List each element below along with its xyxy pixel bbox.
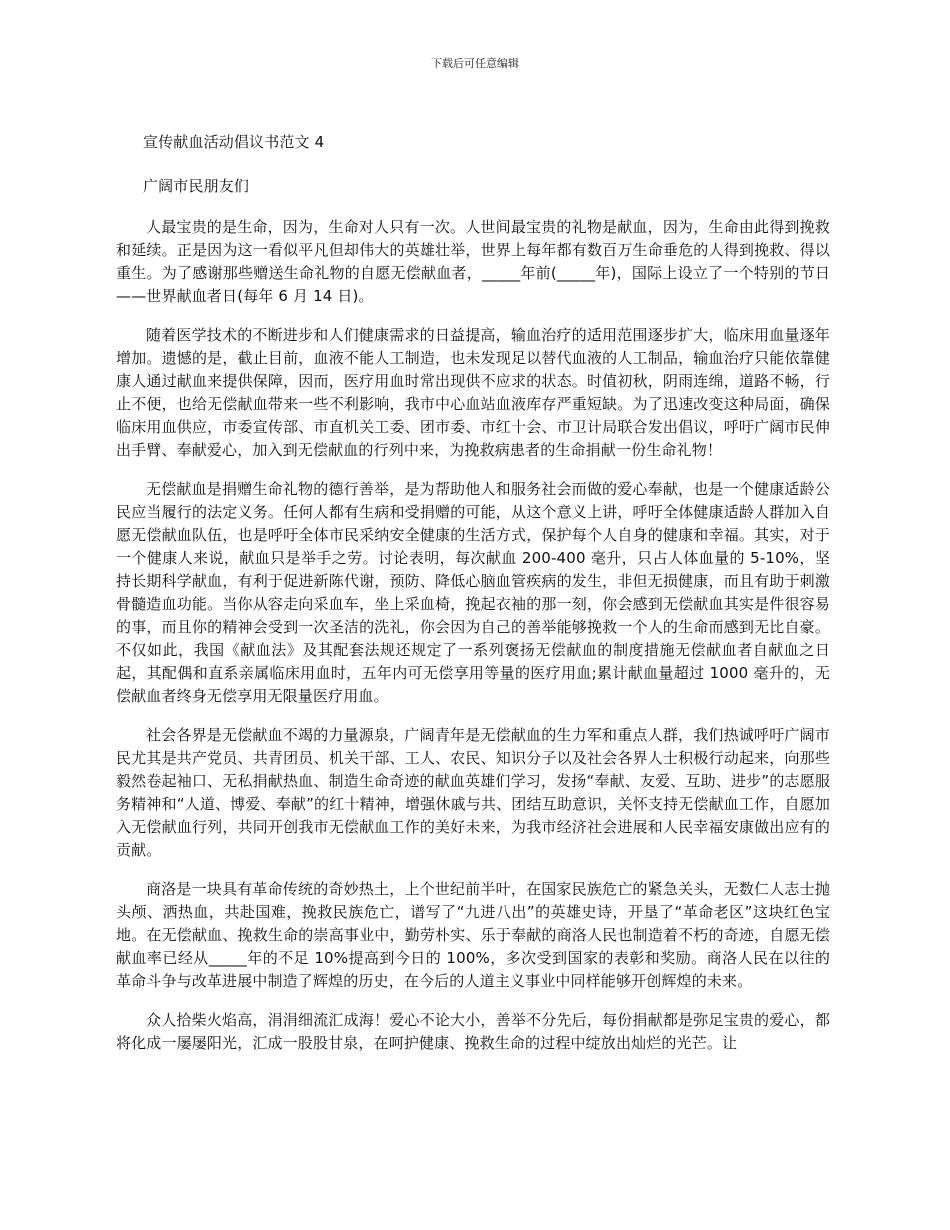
- paragraph: 人最宝贵的是生命，因为，生命对人只有一次。人世间最宝贵的礼物是献血，因为，生命由此得到挽救和延续。正是因为这一看似平凡但却伟大的英雄壮举，世界上每年都有数百万生命垂危的人得到挽救、得以重生。为了感谢那些赠送生命礼物的自愿无偿献血者，_____年前(_____年)，国际上设立了一个特别的节日——世界献血者日(每年 6 月 14 日)。: [116, 218, 830, 305]
- paragraph: 无偿献血是捐赠生命礼物的德行善举，是为帮助他人和服务社会而做的爱心奉献，也是一个健康适龄公民应当履行的法定义务。任何人都有生病和受捐赠的可能，从这个意义上讲，呼吁全体健康适龄人群加入自愿无偿献血队伍，也是呼吁全体市民采纳安全健康的生活方式，保护每个人自身的健康和幸福。其实，对于一个健康人来说，献血只是举手之劳。讨论表明，每次献血 200-400 毫升，只占人体血量的 5-10%，坚持长期科学献血，有利于促进新陈代谢，预防、降低心脑血管疾病的发生，非但无损健康，而且有助于刺激骨髓造血功能。当你从容走向采血车，坐上采血椅，挽起衣袖的那一刻，你会感到无偿献血其实是件很容易的事，而且你的精神会受到一次圣洁的洗礼，你会因为自己的善举能够挽救一个人的生命而感到无比自豪。不仅如此，我国《献血法》及其配套法规还规定了一系列褒扬无偿献血的制度措施无偿献血者自献血之日起，其配偶和直系亲属临床用血时，五年内可无偿享用等量的医疗用血;累计献血量超过 1000 毫升的，无偿献血者终身无偿享用无限量医疗用血。: [116, 480, 830, 705]
- document-body: [116, 131, 830, 1071]
- paragraph: 随着医学技术的不断进步和人们健康需求的日益提高，输血治疗的适用范围逐步扩大，临床用血量逐年增加。遗憾的是，截止目前，血液不能人工制造，也未发现足以替代血液的人工制品，输血治疗只能依靠健康人通过献血来提供保障，因而，医疗用血时常出现供不应求的状态。时值初秋，阴雨连绵，道路不畅，行止不便，也给无偿献血带来一些不利影响，我市中心血站血液库存严重短缺。为了迅速改变这种局面，确保临床用血供应，市委宣传部、市直机关工委、团市委、市红十会、市卫计局联合发出倡议，呼吁广阔市民伸出手臂、奉献爱心，加入到无偿献血的行列中来，为挽救病患者的生命捐献一份生命礼物！: [116, 326, 830, 459]
- document-title: 宣传献血活动倡议书范文 4: [143, 133, 325, 151]
- page-header-note: 下载后可任意编辑: [431, 57, 519, 70]
- paragraph: 众人拾柴火焰高，涓涓细流汇成海！爱心不论大小，善举不分先后，每份捐献都是弥足宝贵的爱心，都将化成一屡屡阳光，汇成一股股甘泉，在呵护健康、挽救生命的过程中绽放出灿烂的光芒。让: [116, 1011, 830, 1052]
- document-greeting: 广阔市民朋友们: [143, 177, 250, 195]
- paragraph: 社会各界是无偿献血不竭的力量源泉，广阔青年是无偿献血的生力军和重点人群，我们热诚呼吁广阔市民尤其是共产党员、共青团员、机关干部、工人、农民、知识分子以及社会各界人士积极行动起来，向那些毅然卷起袖口、无私捐献热血、制造生命奇迹的献血英雄们学习，发扬“奉献、友爱、互助、进步”的志愿服务精神和“人道、博爱、奉献”的红十精神，增强休戚与共、团结互助意识，关怀支持无偿献血工作，自愿加入无偿献血行列，共同开创我市无偿献血工作的美好未来，为我市经济社会进展和人民幸福安康做出应有的贡献。: [116, 726, 830, 859]
- paragraph: 商洛是一块具有革命传统的奇妙热土，上个世纪前半叶，在国家民族危亡的紧急关头，无数仁人志士抛头颅、洒热血，共赴国难，挽救民族危亡，谱写了“九进八出”的英雄史诗，开垦了“革命老区”这块红色宝地。在无偿献血、挽救生命的崇高事业中，勤劳朴实、乐于奉献的商洛人民也制造着不朽的奇迹，自愿无偿献血率已经从_____年的不足 10%提高到今日的 100%，多次受到国家的表彰和奖励。商洛人民在以往的革命斗争与改革进展中制造了辉煌的历史，在今后的人道主义事业中同样能够开创辉煌的未来。: [116, 880, 830, 990]
